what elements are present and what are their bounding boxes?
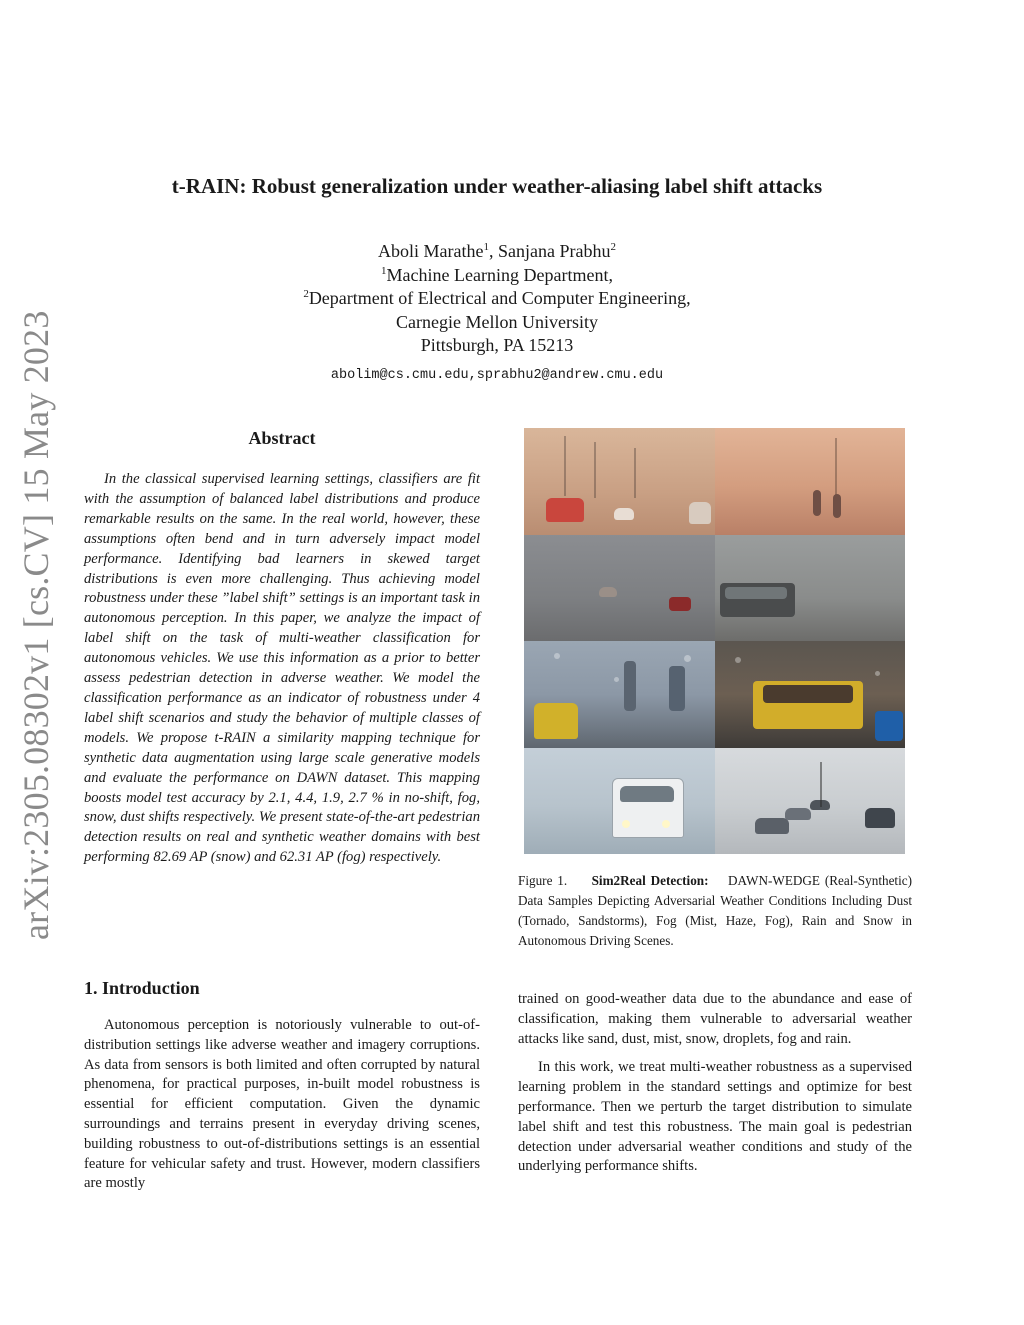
author-block <box>80 240 914 387</box>
dust-image-1 <box>524 428 715 535</box>
figure-1-image-grid <box>524 428 905 854</box>
affiliation: $^2$Department of Electrical and Computer Engineering, <box>303 288 691 308</box>
intro-paragraph-col2-second: In this work, we treat multi-weather robustness as a supervised learning problem in the standard settings and optimize for best performance. Then we perturb the target distribution to simulate label shift and test this robustness. The main goal is pedestrian detection under adversarial weather conditions and study of the underlying performance shifts. <box>518 1059 912 1175</box>
author-name: Aboli Marathe <box>378 241 484 261</box>
location: Pittsburgh, PA 15213 <box>420 335 574 355</box>
author-sup: 2 <box>610 241 616 253</box>
figure-caption <box>518 871 912 951</box>
abstract-text: In the classical supervised learning settings, classifiers are fit with the assumption of balanced label distributions and produce remarkable results on the same. In the real world, however, these assumptions often bend and in turn adversely impact model performance. Identifying bad learners in skewed target distributions is even more challenging. Thus achieving model robustness under these ”label shift” settings is an important task in autonomous perception. In this paper, we analyze the impact of label shift on the task of multi-weather classification for autonomous vehicles. We use this information as a prior to better assess pedestrian detection in adverse weather. We model the classification performance as an indicator of robustness under 4 label shift scenarios and study the behavior of multiple classes of models. We propose t-RAIN a similarity mapping technique for synthetic data augmentation using large scale generative models and evaluate the performance on DAWN dataset. This mapping boosts model test accuracy by 2.1, 4.4, 1.9, 2.7 % in no-shift, fog, snow, dust shifts respectively. We present state-of-the-art pedestrian detection results on real and synthetic weather domains with best performing 82.69 AP (snow) and 62.31 AP (fog) respectively. <box>84 471 480 866</box>
author-sup: 1 <box>483 241 489 253</box>
intro-paragraph-col2-continued: trained on good-weather data due to the abundance and ease of classification, making them vulnerable to adversarial weather attacks like sand, dust, mist, snow, droplets, fog and rain. <box>518 991 912 1047</box>
affiliation: $^1$Machine Learning Department, <box>381 264 613 285</box>
fog-image-2 <box>715 535 906 642</box>
rain-image-1 <box>524 641 715 748</box>
rain-image-2 <box>715 641 906 748</box>
figure-label: Figure 1. <box>518 873 568 888</box>
section-heading-introduction: 1. Introduction <box>84 978 200 998</box>
author-name: Sanjana Prabhu <box>497 241 611 261</box>
university: Carnegie Mellon University <box>396 311 598 332</box>
intro-paragraph-col1: Autonomous perception is notoriously vulnerable to out-of-distribution settings like adverse weather and imagery corruptions. As data from sensors is both limited and often corrupted by natural phenomena, for practical purposes, in-built model robustness is essential for efficient computation. Given the dynamic surroundings and terrains present in everyday driving scenes, building robustness to out-of-distributions settings is an essential feature for vehicular safety and trust. However, modern classifiers are mostly <box>84 1017 480 1192</box>
paper-title: t-RAIN: Robust generalization under weather-aliasing label shift attacks <box>171 174 823 198</box>
abstract-heading: Abstract <box>248 428 316 448</box>
dust-image-2 <box>715 428 906 535</box>
figure-bold-title: Sim2Real Detection: <box>591 873 709 888</box>
author-emails: abolim@cs.cmu.edu,sprabhu2@andrew.cmu.edu <box>330 367 664 383</box>
snow-image-1 <box>524 748 715 855</box>
arxiv-stamp: arXiv:2305.08302v1 [cs.CV] 15 May 2023 <box>16 310 56 940</box>
intro-column-2 <box>518 990 912 1177</box>
fog-image-1 <box>524 535 715 642</box>
author-names: Aboli Marathe$^1$, Sanjana Prabhu$^2$ <box>378 241 616 261</box>
snow-image-2 <box>715 748 906 855</box>
figure-caption-text: DAWN-WEDGE (Real-Synthetic) Data Samples Depicting Adversarial Weather Conditions Including Dust (Tornado, Sandstorms), Fog (Mist, Haze, Fog), Rain and Snow in Autonomous Driving Scenes. <box>518 873 913 948</box>
